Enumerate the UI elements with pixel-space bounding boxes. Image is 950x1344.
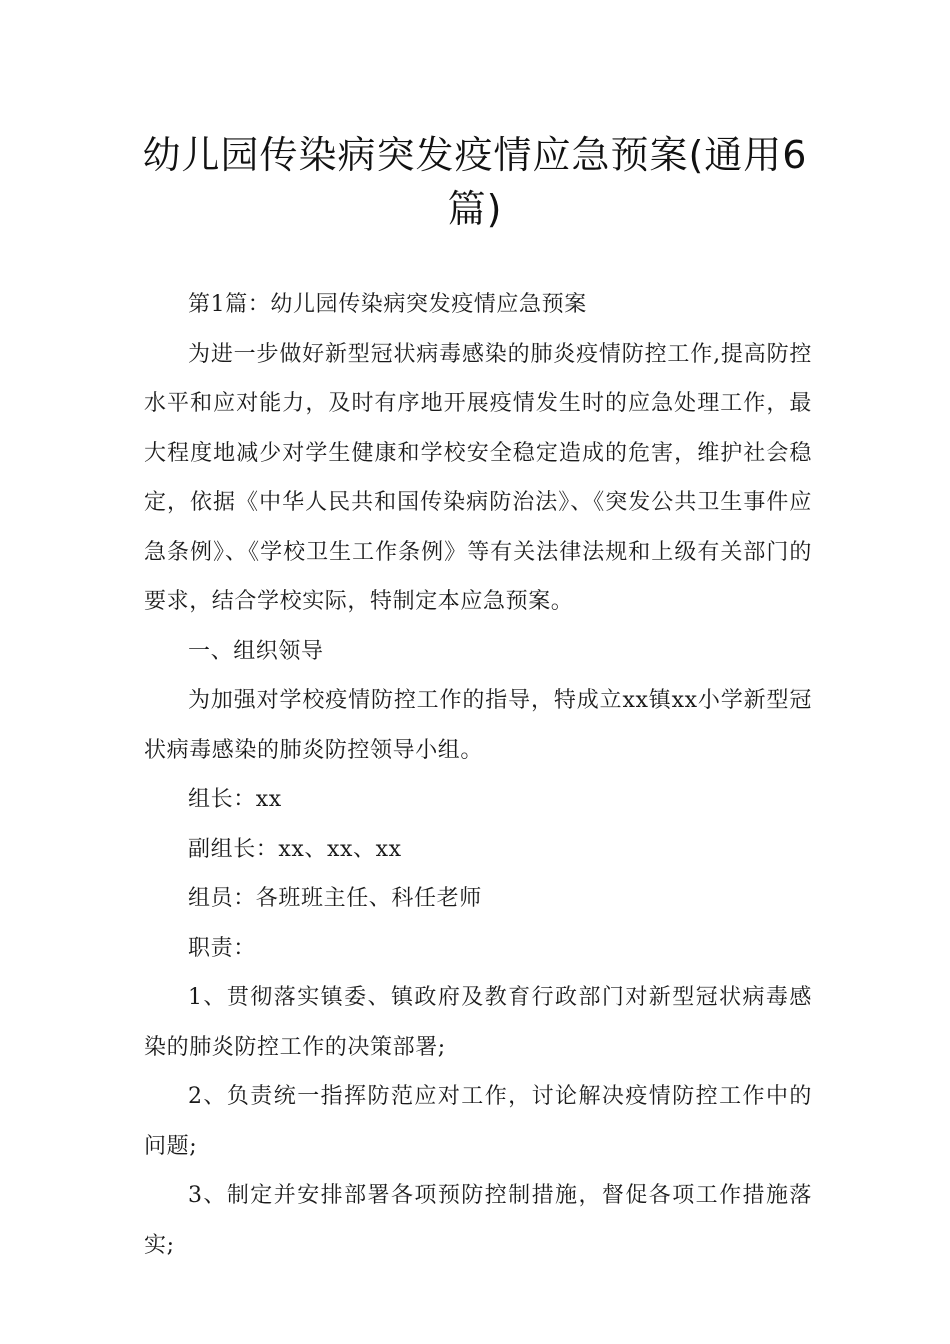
body-paragraph: 为加强对学校疫情防控工作的指导，特成立xx镇xx小学新型冠状病毒感染的肺炎防控领导小组。 <box>144 688 812 763</box>
duty-item: 2、负责统一指挥防范应对工作，讨论解决疫情防控工作中的问题; <box>144 1084 812 1159</box>
document-body <box>144 280 812 1270</box>
leader-line: 组长：xx <box>188 787 282 812</box>
chapter-heading: 第1篇：幼儿园传染病突发疫情应急预案 <box>188 292 587 317</box>
duties-heading: 职责： <box>188 935 256 961</box>
deputy-leader-line: 副组长：xx、xx、xx <box>188 836 402 862</box>
duty-item: 3、制定并安排部署各项预防控制措施，督促各项工作措施落实; <box>144 1183 812 1258</box>
members-line: 组员：各班班主任、科任老师 <box>188 886 482 911</box>
duty-item: 1、贯彻落实镇委、镇政府及教育行政部门对新型冠状病毒感染的肺炎防控工作的决策部署; <box>144 985 812 1060</box>
intro-paragraph: 为进一步做好新型冠状病毒感染的肺炎疫情防控工作,提高防控水平和应对能力，及时有序地开展疫情发生时的应急处理工作，最大程度地减少对学生健康和学校安全稳定造成的危害，维护社会稳定，依据《中华人民共和国传染病防治法》、《突发公共卫生事件应急条例》、《学校卫生工作条例》等有关法律法规和上级有关部门的要求，结合学校实际，特制定本应急预案。 <box>144 341 812 614</box>
document-title: 幼儿园传染病突发疫情应急预案(通用6篇) <box>142 133 808 231</box>
section-heading: 一、组织领导 <box>188 638 324 664</box>
